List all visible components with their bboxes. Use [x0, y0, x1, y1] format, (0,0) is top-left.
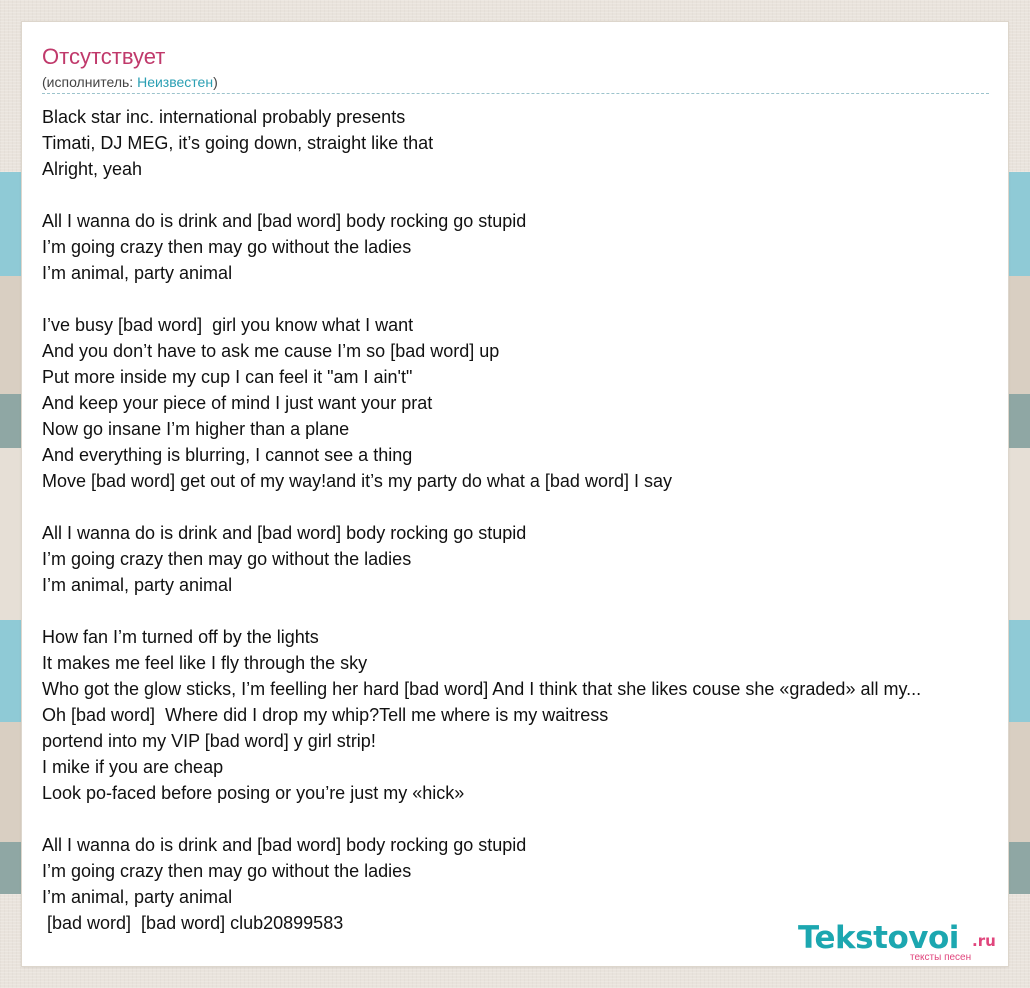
lyric-line: Alright, yeah: [42, 159, 143, 179]
artist-suffix: ): [213, 74, 218, 90]
lyrics-text: [42, 104, 1008, 936]
lyric-line: [42, 598, 1008, 624]
lyric-line: portend into my VIP [bad word] y girl strip!: [42, 731, 376, 751]
lyric-line: [42, 494, 1008, 520]
lyric-line: Now go insane I’m higher than a plane: [42, 419, 350, 439]
artist-line: [42, 73, 218, 91]
tekstovoi-logo[interactable]: [798, 918, 1008, 966]
lyric-line: I’m going crazy then may go without the ladies: [42, 237, 412, 257]
lyric-line: And keep your piece of mind I just want your prat: [42, 393, 433, 413]
lyric-line: And you don’t have to ask me cause I’m so [bad word] up: [42, 341, 500, 361]
lyric-line: I’m animal, party animal: [42, 575, 233, 595]
logo-tagline: тексты песен: [910, 952, 972, 963]
artist-prefix: (исполнитель:: [42, 74, 138, 90]
logo-wordmark: Tekstovoi: [798, 920, 959, 956]
lyric-line: I’ve busy [bad word] girl you know what I want: [42, 315, 414, 335]
lyric-line: I’m going crazy then may go without the ladies: [42, 549, 412, 569]
lyric-line: Timati, DJ MEG, it’s going down, straight like that: [42, 133, 434, 153]
lyric-line: And everything is blurring, I cannot see a thing: [42, 445, 413, 465]
header-divider: [42, 93, 989, 94]
lyric-line: All I wanna do is drink and [bad word] body rocking go stupid: [42, 211, 527, 231]
lyric-line: Move [bad word] get out of my way!and it’s my party do what a [bad word] I say: [42, 471, 672, 491]
lyric-line: [bad word] [bad word] club20899583: [42, 913, 344, 933]
lyric-line: Who got the glow sticks, I’m feelling her hard [bad word] And I think that she likes couse she «graded» all my...: [42, 679, 922, 699]
artist-link[interactable]: Неизвестен: [137, 74, 214, 90]
lyric-line: [42, 806, 1008, 832]
lyric-line: I’m animal, party animal: [42, 887, 233, 907]
lyric-line: I’m going crazy then may go without the ladies: [42, 861, 412, 881]
lyric-line: [42, 286, 1008, 312]
lyric-line: All I wanna do is drink and [bad word] body rocking go stupid: [42, 835, 527, 855]
lyric-line: Oh [bad word] Where did I drop my whip?Tell me where is my waitress: [42, 705, 609, 725]
lyric-line: Black star inc. international probably presents: [42, 107, 406, 127]
lyric-line: I mike if you are cheap: [42, 757, 224, 777]
song-title: Отсутствует: [42, 44, 166, 69]
lyric-line: Look po-faced before posing or you’re just my «hick»: [42, 783, 465, 803]
lyric-line: Put more inside my cup I can feel it "am I ain't": [42, 367, 413, 387]
logo-tld: .ru: [972, 932, 996, 950]
lyrics-card: [22, 22, 1008, 966]
lyric-line: All I wanna do is drink and [bad word] body rocking go stupid: [42, 523, 527, 543]
lyric-line: How fan I’m turned off by the lights: [42, 627, 319, 647]
lyric-line: [42, 182, 1008, 208]
lyric-line: I’m animal, party animal: [42, 263, 233, 283]
lyric-line: It makes me feel like I fly through the sky: [42, 653, 368, 673]
